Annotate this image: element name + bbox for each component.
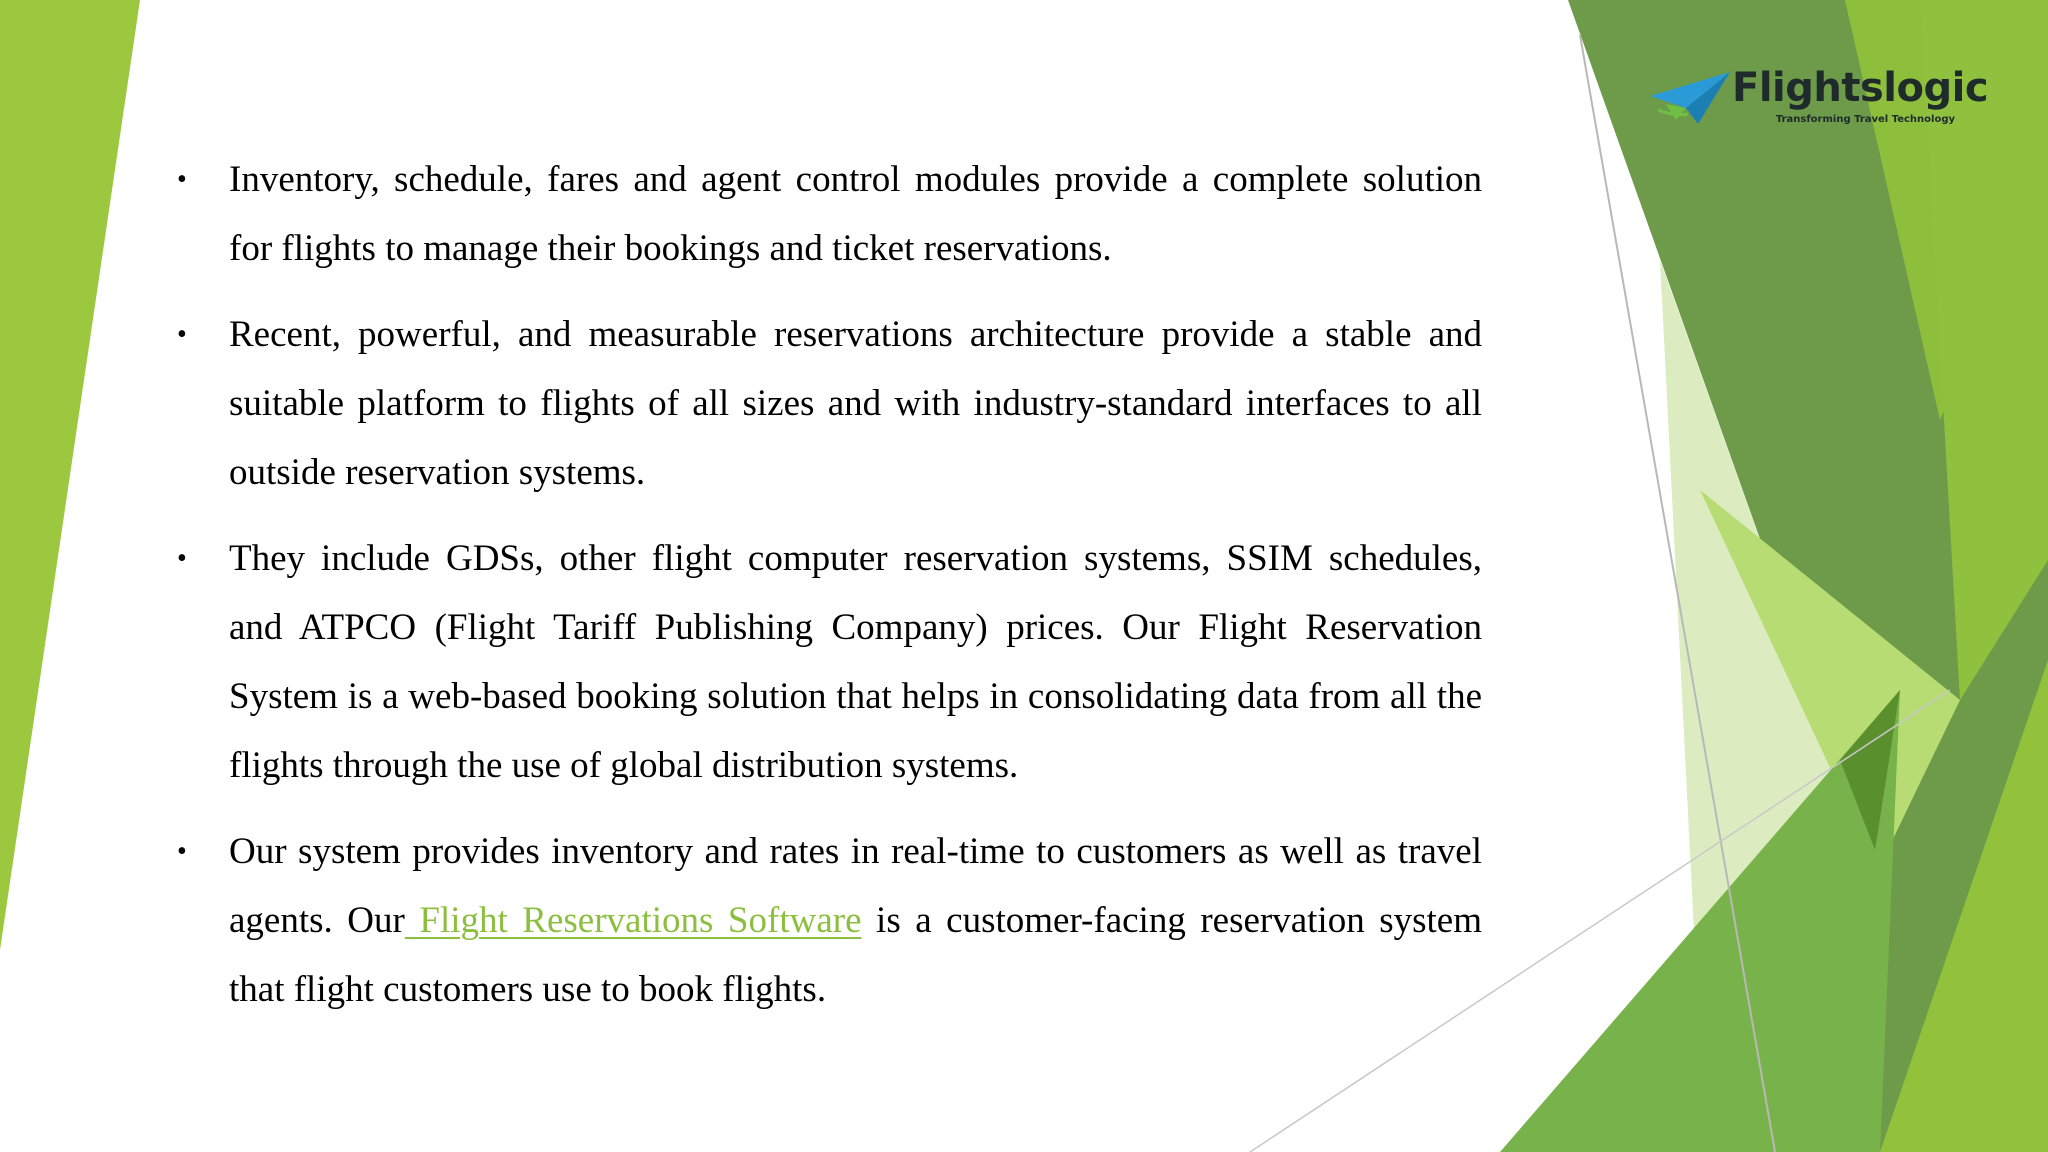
bullet-dot: • [177,543,187,574]
brand-tagline: Transforming Travel Technology [1775,114,1955,125]
bullet-text-before-link: Our system provides inventory and rates in real-time to customers as well as travel agents. Our [229,831,1482,941]
bullet-text: Recent, powerful, and measurable reservations architecture provide a stable and suitable platform to flights of all sizes and with industry-standard interfaces to all outside reservation systems. [229,314,1482,493]
brand-name: Flightslogic [1732,65,1989,111]
bullet-text-after-link: is a customer-facing reservation system that flight customers use to book flights. [229,900,1483,1010]
bullet-dot: • [177,164,187,195]
bullet-item [172,300,1482,507]
bullet-item [172,524,1482,800]
bullet-item [172,145,1482,283]
flight-reservations-software-link[interactable]: Flight Reservations Software [404,900,862,941]
bullet-item [172,817,1482,1024]
bullet-dot: • [177,836,187,867]
bullet-text: Inventory, schedule, fares and agent control modules provide a complete solution for flights to manage their bookings and ticket reservations. [229,159,1482,269]
paper-plane-icon [1648,70,1732,128]
left-green-shape [0,0,140,950]
bullet-text: They include GDSs, other flight computer reservation systems, SSIM schedules, and ATPCO (Flight Tariff Publishing Company) prices. Our Flight Reservation System is a web-based booking solution that helps in consolidating data from all the flights through the use of global distribution systems. [229,538,1482,786]
brand-logo [1648,64,1989,136]
bullet-dot: • [177,319,187,350]
bullet-list [172,145,1482,1041]
